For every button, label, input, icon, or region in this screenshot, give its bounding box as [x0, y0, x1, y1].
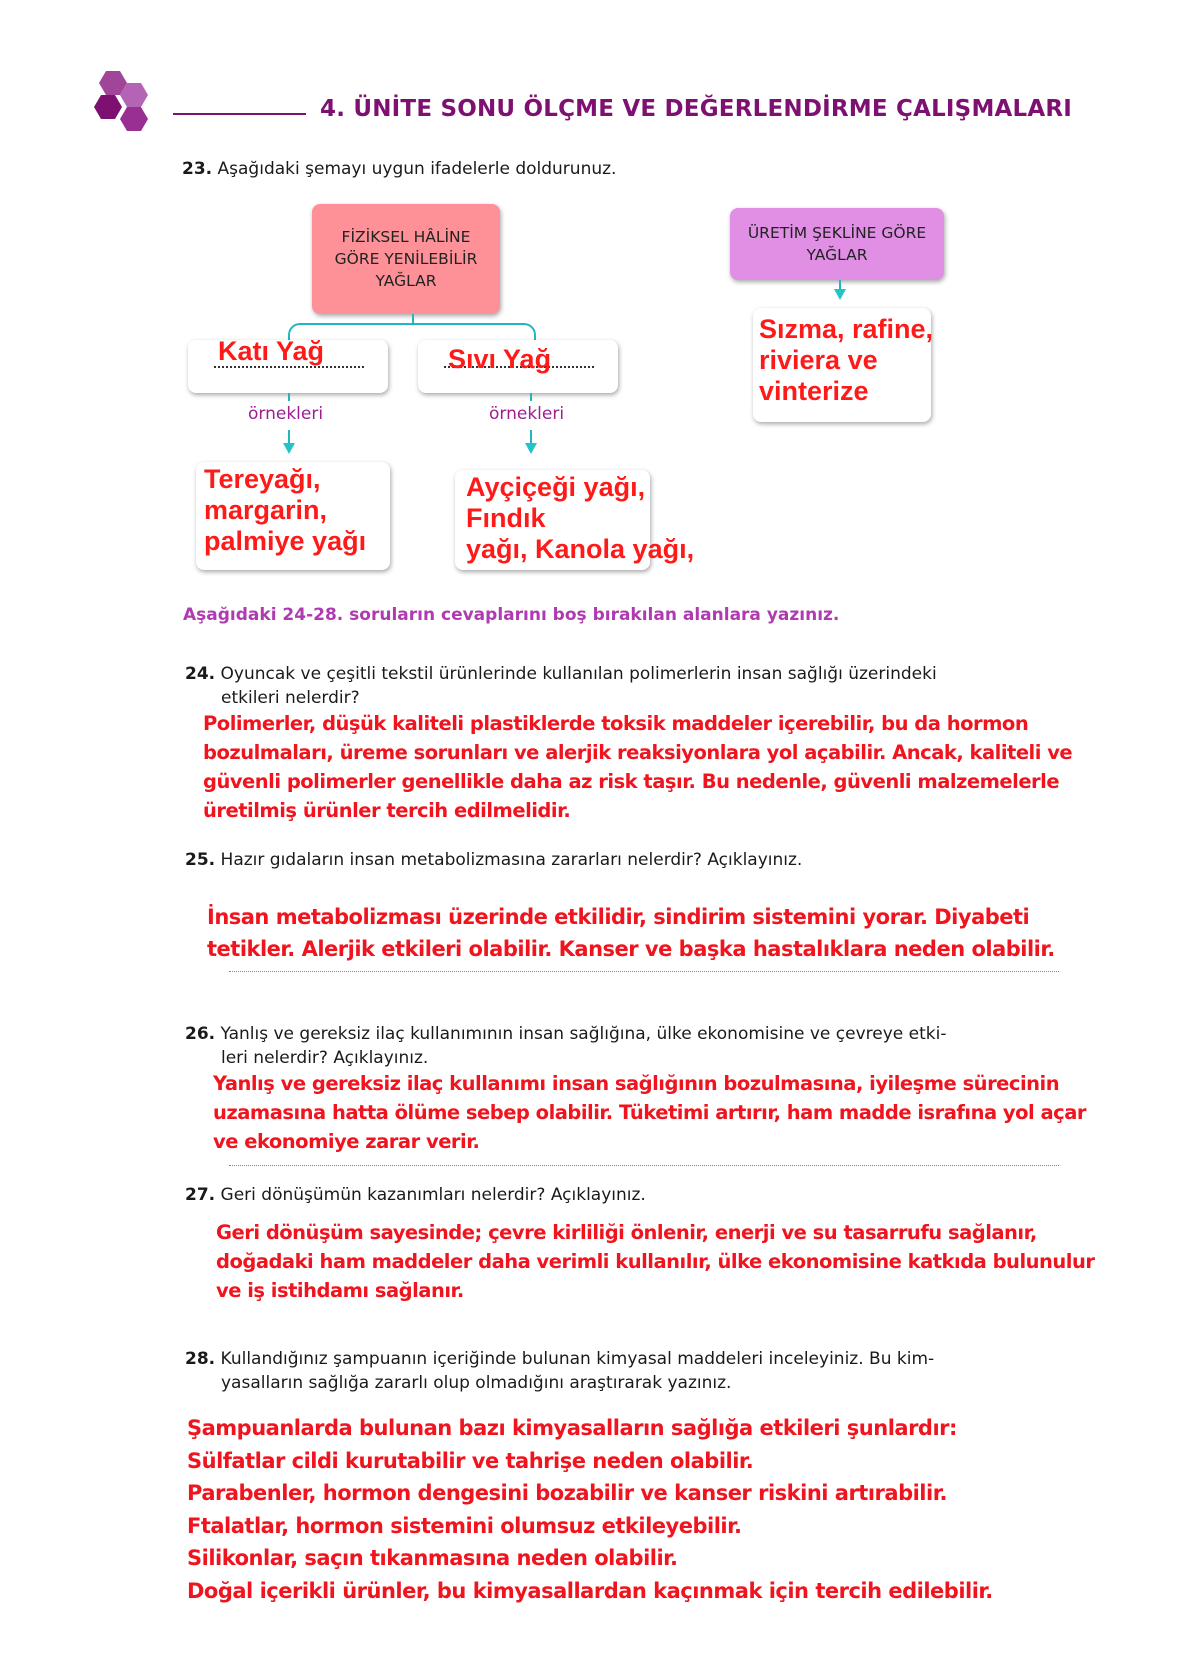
question-26 [185, 1022, 946, 1070]
arrow-down-icon [525, 443, 537, 454]
answer-production: Sızma, rafine, riviera ve vinterize [759, 314, 934, 406]
question-number: 27. [185, 1185, 216, 1205]
connector [530, 430, 532, 444]
question-text: leri nelerdir? Açıklayınız. [221, 1048, 429, 1068]
question-text: Aşağıdaki şemayı uygun ifadelerle doldurunuz. [217, 159, 617, 179]
answer-solid-examples: Tereyağı, margarin, palmiye yağı [204, 464, 367, 556]
answer-27[interactable]: Geri dönüşüm sayesinde; çevre kirliliği önlenir, enerji ve su tasarrufu sağlanır, doğadaki ham maddeler daha verimli kullanılır, ülke ekonomisine katkıda bulunulur ve iş istihdamı sağlanır. [216, 1221, 1095, 1302]
question-text: Kullandığınız şampuanın içeriğinde bulunan kimyasal maddeleri inceleyiniz. Bu kim- [220, 1349, 935, 1369]
examples-label: örnekleri [248, 404, 324, 424]
root-line: ÜRETİM ŞEKLİNE GÖRE [747, 224, 927, 242]
header-rule [173, 113, 306, 115]
arrow-down-icon [834, 289, 846, 300]
examples-label: örnekleri [489, 404, 565, 424]
arrow-down-icon [283, 443, 295, 454]
answer-28[interactable]: Şampuanlarda bulunan bazı kimyasalların sağlığa etkileri şunlardır: Sülfatlar cildi kurutabilir ve tahrişe neden olabilir. Parabenler, hormon dengesini bozabilir ve kanser riskini artırabilir. Ftalatlar, hormon sistemini olumsuz etkileyebilir. Silikonlar, saçın tıkanmasına neden olabilir. Doğal içerikli ürünler, bu kimyasallardan kaçınmak için tercih edilebilir. [187, 1416, 993, 1603]
question-number: 25. [185, 850, 216, 870]
answer-line [229, 971, 1059, 972]
question-text: yasalların sağlığa zararlı olup olmadığını araştırarak yazınız. [221, 1373, 732, 1393]
question-text: Geri dönüşümün kazanımları nelerdir? Açıklayınız. [220, 1185, 646, 1205]
answer-liquid-examples: Ayçiçeği yağı, Fındık yağı, Kanola yağı, [466, 472, 695, 564]
question-28 [185, 1347, 934, 1395]
connector-branch [288, 323, 536, 341]
page-title: 4. ÜNİTE SONU ÖLÇME VE DEĞERLENDİRME ÇALIŞMALARI [320, 96, 1073, 122]
root-line: GÖRE YENİLEBİLİR [334, 250, 478, 268]
question-number: 24. [185, 664, 216, 684]
answer-25[interactable]: İnsan metabolizması üzerinde etkilidir, sindirim sistemini yorar. Diyabeti tetikler. Alerjik etkileri olabilir. Kanser ve başka hastalıklara neden olabilir. [207, 905, 1055, 961]
answer-24[interactable]: Polimerler, düşük kaliteli plastiklerde toksik maddeler içerebilir, bu da hormon bozulmaları, üreme sorunları ve alerjik reaksiyonlara yol açabilir. Ancak, kaliteli ve güvenli polimerler genellikle daha az risk taşır. Bu nedenle, güvenli malzemelerle üretilmiş ürünler tercih edilmelidir. [203, 712, 1073, 822]
connector [288, 393, 290, 401]
hexagon-logo-icon [92, 68, 156, 146]
question-number: 23. [182, 159, 213, 179]
diagram-root-production [730, 208, 944, 280]
question-number: 26. [185, 1024, 216, 1044]
answer-line [229, 1165, 1059, 1166]
answer-liquid-fat: Sıvı Yağ [448, 344, 552, 374]
question-text: etkileri nelerdir? [221, 688, 360, 708]
question-text: Oyuncak ve çeşitli tekstil ürünlerinde kullanılan polimerlerin insan sağlığı üzerindeki [220, 664, 937, 684]
question-number: 28. [185, 1349, 216, 1369]
question-25 [185, 848, 802, 872]
root-line: YAĞLAR [375, 272, 437, 290]
question-text: Hazır gıdaların insan metabolizmasına zararları nelerdir? Açıklayınız. [220, 850, 803, 870]
question-text: Yanlış ve gereksiz ilaç kullanımının insan sağlığına, ülke ekonomisine ve çevreye etki- [220, 1024, 947, 1044]
question-24 [185, 662, 937, 710]
diagram-root-physical-state [312, 204, 500, 314]
connector [530, 393, 532, 401]
connector [288, 430, 290, 444]
answer-26[interactable]: Yanlış ve gereksiz ilaç kullanımı insan sağlığının bozulmasına, iyileşme sürecinin uzamasına hatta ölüme sebep olabilir. Tüketimi artırır, ham madde israfına yol açar ve ekonomiye zarar verir. [213, 1072, 1086, 1153]
instruction-text: Aşağıdaki 24-28. soruların cevaplarını boş bırakılan alanlara yazınız. [183, 605, 840, 625]
root-line: FİZİKSEL HÂLİNE [341, 228, 471, 246]
question-27 [185, 1183, 646, 1207]
root-line: YAĞLAR [806, 246, 868, 264]
question-23 [182, 157, 616, 181]
answer-solid-fat: Katı Yağ [218, 336, 325, 366]
